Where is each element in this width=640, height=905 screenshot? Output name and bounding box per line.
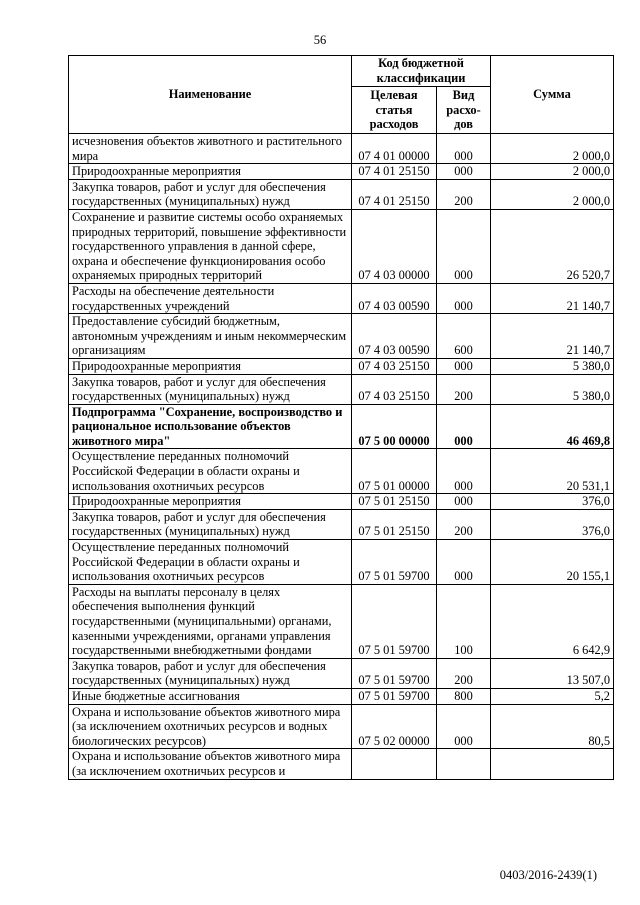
table-row [69, 749, 614, 779]
row-sum: 13 507,0 [491, 658, 614, 688]
table-row [69, 658, 614, 688]
row-name: Сохранение и развитие системы особо охраняемых природных территорий, повышение эффективности государственного управления в данной сфере, охрана и обеспечение функционирования особо охраняемых природных территорий [69, 209, 352, 283]
row-name: Закупка товаров, работ и услуг для обеспечения государственных (муниципальных) нужд [69, 658, 352, 688]
row-kind: 200 [437, 179, 491, 209]
row-name: Природоохранные мероприятия [69, 358, 352, 374]
row-code: 07 4 03 25150 [352, 358, 437, 374]
row-sum: 46 469,8 [491, 404, 614, 449]
row-code: 07 4 03 25150 [352, 374, 437, 404]
row-code [352, 749, 437, 779]
row-name: Закупка товаров, работ и услуг для обеспечения государственных (муниципальных) нужд [69, 179, 352, 209]
row-name: Осуществление переданных полномочий Российской Федерации в области охраны и использования охотничьих ресурсов [69, 540, 352, 585]
row-kind: 000 [437, 404, 491, 449]
row-sum: 376,0 [491, 509, 614, 539]
header-classification: Код бюджетной классификации [352, 56, 491, 87]
row-sum: 26 520,7 [491, 209, 614, 283]
row-code: 07 4 01 00000 [352, 134, 437, 164]
header-article: Целевая статья расходов [352, 87, 437, 134]
row-code: 07 5 01 59700 [352, 584, 437, 658]
row-name: Природоохранные мероприятия [69, 164, 352, 180]
row-sum: 6 642,9 [491, 584, 614, 658]
row-sum: 376,0 [491, 494, 614, 510]
row-code: 07 4 01 25150 [352, 179, 437, 209]
row-kind: 100 [437, 584, 491, 658]
row-name: Закупка товаров, работ и услуг для обеспечения государственных (муниципальных) нужд [69, 374, 352, 404]
row-code: 07 5 01 25150 [352, 509, 437, 539]
table-row [69, 584, 614, 658]
row-sum: 20 531,1 [491, 449, 614, 494]
row-name: исчезновения объектов животного и растительного мира [69, 134, 352, 164]
document-code: 0403/2016-2439(1) [499, 868, 597, 882]
row-code: 07 4 01 25150 [352, 164, 437, 180]
row-kind: 000 [437, 494, 491, 510]
row-name: Расходы на выплаты персоналу в целях обеспечения выполнения функций государственными (муниципальными) органами, казенными учреждениями, органами управления государственными внебюджетными фондами [69, 584, 352, 658]
row-kind: 200 [437, 509, 491, 539]
row-sum: 80,5 [491, 704, 614, 749]
row-kind: 200 [437, 374, 491, 404]
row-code: 07 5 01 00000 [352, 449, 437, 494]
table-row [69, 704, 614, 749]
row-name: Охрана и использование объектов животного мира (за исключением охотничьих ресурсов и водных биологических ресурсов) [69, 704, 352, 749]
row-sum: 2 000,0 [491, 164, 614, 180]
row-sum: 5 380,0 [491, 358, 614, 374]
table-row [69, 314, 614, 359]
row-name: Природоохранные мероприятия [69, 494, 352, 510]
row-code: 07 4 03 00590 [352, 314, 437, 359]
row-code: 07 5 01 59700 [352, 540, 437, 585]
row-sum: 2 000,0 [491, 134, 614, 164]
row-code: 07 5 01 25150 [352, 494, 437, 510]
row-code: 07 5 02 00000 [352, 704, 437, 749]
row-name: Предоставление субсидий бюджетным, автономным учреждениям и иным некоммерческим организациям [69, 314, 352, 359]
table-row [69, 134, 614, 164]
budget-table [68, 55, 614, 780]
table-row [69, 209, 614, 283]
row-sum: 21 140,7 [491, 314, 614, 359]
row-kind: 000 [437, 540, 491, 585]
row-name: Охрана и использование объектов животного мира (за исключением охотничьих ресурсов и [69, 749, 352, 779]
table-row [69, 494, 614, 510]
row-kind [437, 749, 491, 779]
row-name: Осуществление переданных полномочий Российской Федерации в области охраны и использования охотничьих ресурсов [69, 449, 352, 494]
row-code: 07 5 00 00000 [352, 404, 437, 449]
row-kind: 000 [437, 164, 491, 180]
row-kind: 000 [437, 134, 491, 164]
row-kind: 000 [437, 209, 491, 283]
row-kind: 000 [437, 449, 491, 494]
row-kind: 000 [437, 704, 491, 749]
table-row [69, 358, 614, 374]
table-row-subprogram [69, 404, 614, 449]
row-sum: 2 000,0 [491, 179, 614, 209]
row-kind: 600 [437, 314, 491, 359]
header-name: Наименование [69, 56, 352, 134]
table-row [69, 179, 614, 209]
row-code: 07 4 03 00000 [352, 209, 437, 283]
row-name: Иные бюджетные ассигнования [69, 688, 352, 704]
row-sum [491, 749, 614, 779]
row-kind: 000 [437, 283, 491, 313]
page-number: 56 [313, 33, 327, 47]
row-sum: 21 140,7 [491, 283, 614, 313]
row-name: Подпрограмма "Сохранение, воспроизводство и рациональное использование объектов животного мира" [69, 404, 352, 449]
table-row [69, 449, 614, 494]
table-row [69, 283, 614, 313]
row-kind: 200 [437, 658, 491, 688]
table-row [69, 374, 614, 404]
row-sum: 5,2 [491, 688, 614, 704]
row-sum: 5 380,0 [491, 374, 614, 404]
row-kind: 000 [437, 358, 491, 374]
table-row [69, 688, 614, 704]
row-sum: 20 155,1 [491, 540, 614, 585]
row-kind: 800 [437, 688, 491, 704]
row-name: Расходы на обеспечение деятельности государственных учреждений [69, 283, 352, 313]
table-row [69, 164, 614, 180]
header-sum: Сумма [491, 56, 614, 134]
row-code: 07 4 03 00590 [352, 283, 437, 313]
row-code: 07 5 01 59700 [352, 688, 437, 704]
header-kind: Вид расхо-дов [437, 87, 491, 134]
row-code: 07 5 01 59700 [352, 658, 437, 688]
table-row [69, 540, 614, 585]
table-row [69, 509, 614, 539]
row-name: Закупка товаров, работ и услуг для обеспечения государственных (муниципальных) нужд [69, 509, 352, 539]
